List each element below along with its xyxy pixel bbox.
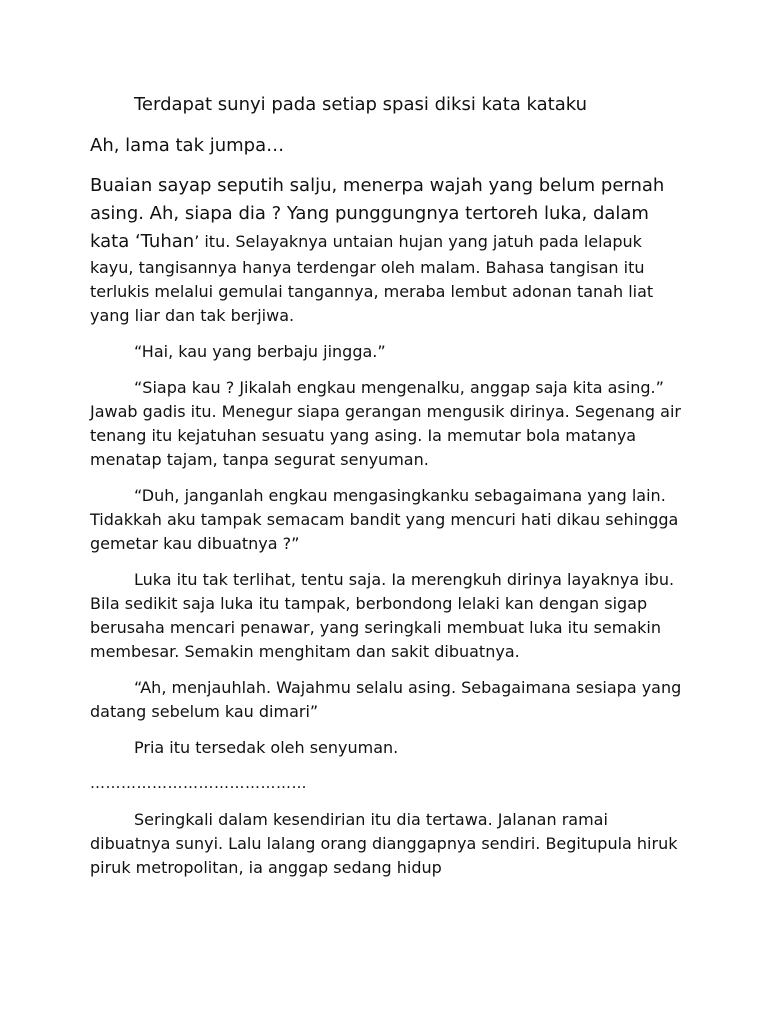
paragraph-4: “Duh, janganlah engkau mengasingkanku sebagaimana yang lain. Tidakkah aku tampak semacam bandit yang mencuri hati dikau sehingga gemetar kau dibuatnya ?”: [90, 486, 679, 553]
paragraph-1: [90, 172, 690, 328]
paragraph-3: “Siapa kau ? Jikalah engkau mengenalku, anggap saja kita asing.” Jawab gadis itu. Menegur siapa gerangan mengusik dirinya. Segenang air tenang itu kejatuhan sesuatu yang asing. Ia memutar bola matanya menatap tajam, tanpa segurat senyuman.: [90, 378, 681, 469]
paragraph-2: “Hai, kau yang berbaju jingga.”: [134, 342, 386, 361]
document-body: [90, 92, 690, 892]
separator-dots: ……………………………………: [90, 774, 307, 792]
document-title: Terdapat sunyi pada setiap spasi diksi kata kataku: [134, 94, 588, 115]
greeting-line: Ah, lama tak jumpa…: [90, 135, 285, 156]
paragraph-1-small-text: ’ itu. Selayaknya untaian hujan yang jatuh pada lelapuk kayu, tangisannya hanya terdengar oleh malam. Bahasa tangisan itu terlukis melalui gemulai tangannya, meraba lembut adonan tanah liat yang liar dan tak berjiwa.: [90, 232, 654, 325]
paragraph-8: Seringkali dalam kesendirian itu dia tertawa. Jalanan ramai dibuatnya sunyi. Lalu lalang orang dianggapnya sendiri. Begitupula hiruk piruk metropolitan, ia anggap sedang hidup: [90, 810, 678, 877]
paragraph-7: Pria itu tersedak oleh senyuman.: [134, 738, 399, 757]
paragraph-5: Luka itu tak terlihat, tentu saja. Ia merengkuh dirinya layaknya ibu. Bila sedikit saja luka itu tampak, berbondong lelaki kan dengan sigap berusaha mencari penawar, yang seringkali membuat luka itu semakin membesar. Semakin menghitam dan sakit dibuatnya.: [90, 570, 675, 661]
paragraph-1-large-text: Buaian sayap seputih salju, menerpa wajah yang belum pernah asing. Ah, siapa dia ? Yang punggungnya tertoreh luka, dalam kata ‘Tuhan: [90, 175, 665, 252]
paragraph-6: “Ah, menjauhlah. Wajahmu selalu asing. Sebagaimana sesiapa yang datang sebelum kau dimari”: [90, 678, 682, 721]
